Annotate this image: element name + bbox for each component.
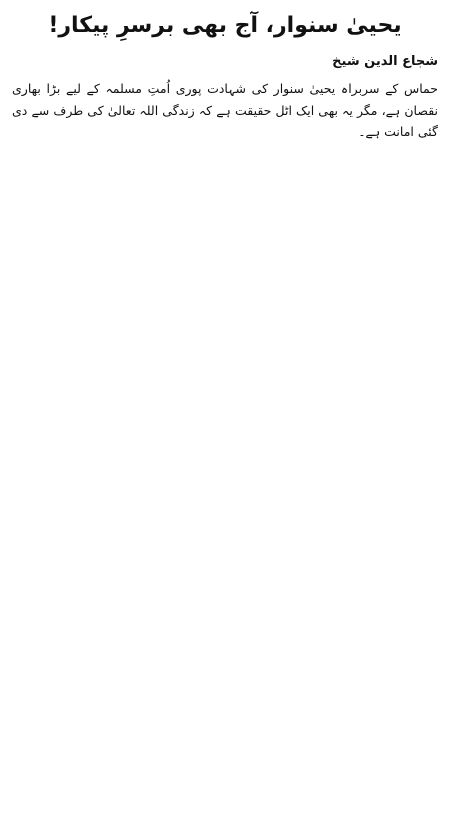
author-byline: شجاع الدین شیخ [332,54,438,69]
article-title: یحییٰ سنوار، آج بھی برسرِ پیکار! [48,13,402,38]
article-body [12,78,438,143]
article-paragraph-1: حماس کے سربراہ یحییٰ سنوار کی شہادت پوری اُمتِ مسلمہ کے لیے بڑا بھاری نقصان ہے، مگر یہ بھی ایک اٹل حقیقت ہے کہ زندگی اللہ تعالیٰ کی طرف سے دی گئی امانت ہے۔ [12,81,438,139]
